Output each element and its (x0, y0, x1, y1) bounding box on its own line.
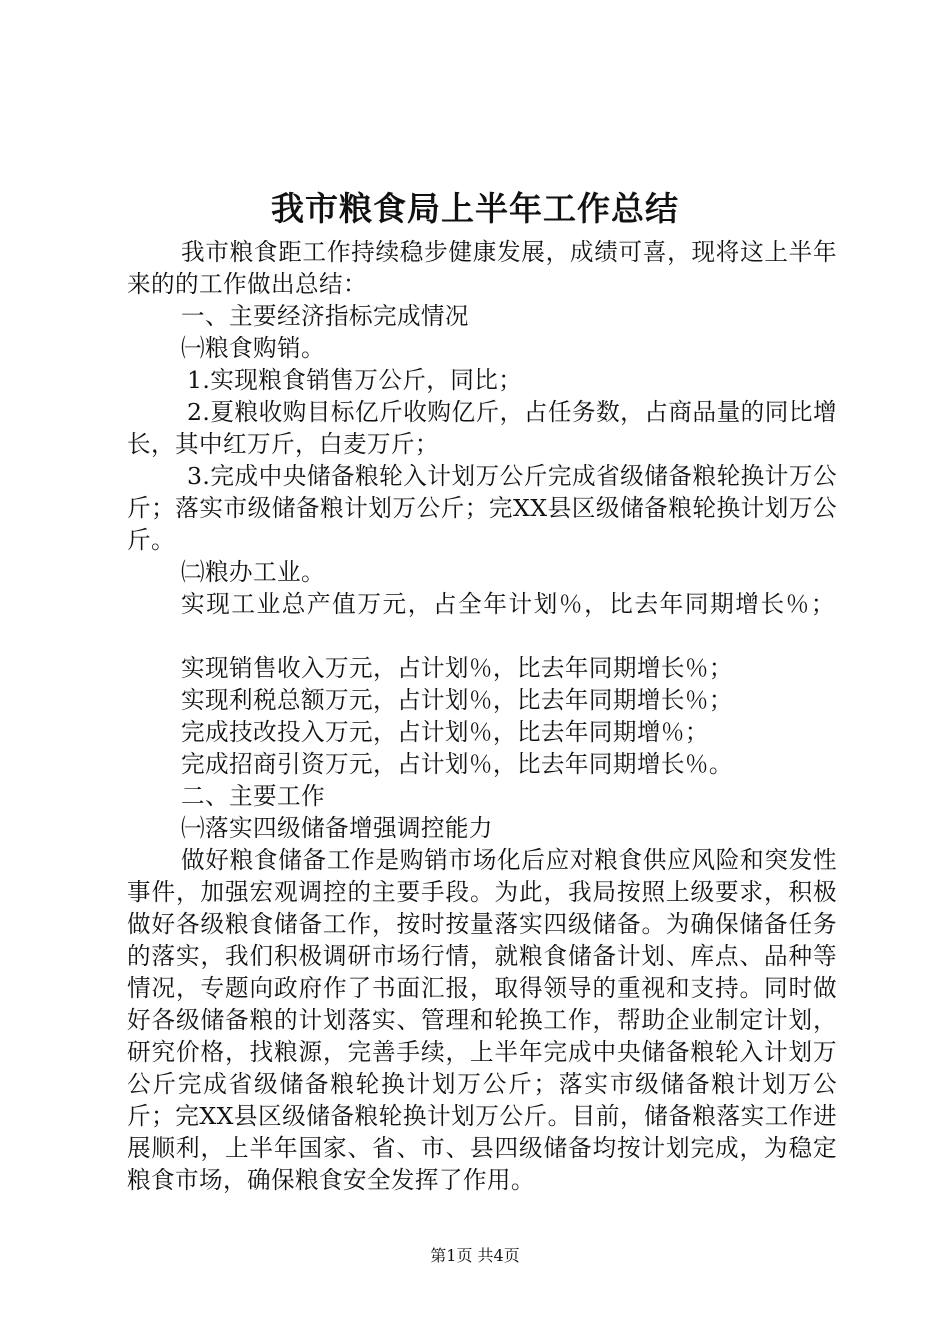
list-item-2: 2.夏粮收购目标亿斤收购亿斤，占任务数，占商品量的同比增长，其中红万斤，白麦万斤； (127, 398, 837, 458)
subsection-heading-reserves: ㈠落实四级储备增强调控能力 (181, 814, 493, 842)
list-item-1: 1.实现粮食销售万公斤，同比； (187, 366, 523, 394)
industry-investment-line: 完成招商引资万元，占计划％，比去年同期增长％。 (181, 750, 733, 778)
reserves-paragraph: 做好粮食储备工作是购销市场化后应对粮食供应风险和突发性事件，加强宏观调控的主要手段。为此，我局按照上级要求，积极做好各级粮食储备工作，按时按量落实四级储备。为确保储备任务的落实，我们积极调研市场行情，就粮食储备计划、库点、品种等情况，专题向政府作了书面汇报，取得领导的重视和支持。同时做好各级储备粮的计划落实、管理和轮换工作，帮助企业制定计划，研究价格，找粮源，完善手续，上半年完成中央储备粮轮入计划万公斤完成省级储备粮轮换计划万公斤；落实市级储备粮计划万公斤；完XX县区级储备粮轮换计划万公斤。目前，储备粮落实工作进展顺利，上半年国家、省、市、县四级储备均按计划完成，为稳定粮食市场，确保粮食安全发挥了作用。 (127, 846, 837, 1194)
industry-tax-line: 实现利税总额万元，占计划％，比去年同期增长％； (181, 686, 733, 714)
industry-sales-line: 实现销售收入万元，占计划％，比去年同期增长％； (181, 654, 733, 682)
intro-paragraph: 我市粮食距工作持续稳步健康发展，成绩可喜，现将这上半年来的的工作做出总结： (127, 238, 837, 298)
subsection-heading-grain-industry: ㈡粮办工业。 (181, 558, 325, 586)
industry-tech-line: 完成技改投入万元，占计划％，比去年同期增％； (181, 718, 709, 746)
document-body (127, 236, 837, 1196)
subsection-heading-grain-trade: ㈠粮食购销。 (181, 334, 325, 362)
document-title: 我市粮食局上半年工作总结 (271, 189, 679, 228)
page-footer: 第1页 共4页 (430, 1246, 520, 1265)
industry-output-line: 实现工业总产值万元，占全年计划％，比去年同期增长％； (181, 590, 837, 618)
section-heading-main-work: 二、主要工作 (181, 782, 325, 810)
blank-spacer (127, 620, 837, 652)
section-heading-indicators: 一、主要经济指标完成情况 (181, 302, 469, 330)
list-item-3: 3.完成中央储备粮轮入计划万公斤完成省级储备粮轮换计万公斤；落实市级储备粮计划万公斤；完XX县区级储备粮轮换计划万公斤。 (127, 462, 837, 554)
